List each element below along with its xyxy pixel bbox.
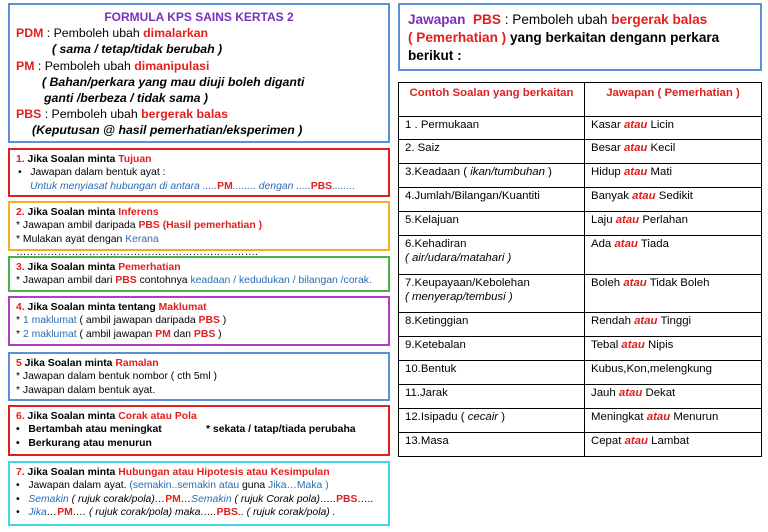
formula-title: FORMULA KPS SAINS KERTAS 2 [104,10,294,24]
pdm-note-text: ( sama / tetap/tidak berubah ) [52,42,223,57]
section-number: 2. [16,207,25,218]
answer-option-a: Ada [591,238,612,250]
pdm-text: : Pemboleh ubah [43,26,144,41]
pemerhatian-key: ( Pemerhatian ) [408,30,507,45]
table-row [399,188,762,212]
section-number: 1. [16,154,25,165]
question-text: ) [544,166,552,178]
bullet-text: guna [239,480,269,492]
section-number: 6. [16,411,25,422]
bullet-text: Jawapan dalam ayat. [28,480,130,492]
answer-option-b: Tinggi [660,315,692,327]
bullet-line: * 2 maklumat ( ambil jawapan PM dan PBS ) [16,328,222,340]
template-part: ........ [332,180,356,192]
answer-cell [585,409,762,433]
answer-table [398,82,762,457]
answer-cell [585,275,762,313]
answer-option-b: Menurun [673,411,719,423]
section-heading [16,301,382,314]
pbs-ref: PBS [216,507,238,519]
bullet-text: ) [219,315,227,327]
question-cell [399,117,585,140]
table-row [399,164,762,188]
pbs-line [16,106,382,122]
bullet-line: * Jawapan dalam bentuk ayat. [16,384,156,396]
table-row [399,117,762,140]
bullet-text: .. ( rujuk corak/pola) . [237,507,336,519]
answer-header-box [398,3,762,71]
pbs-ref: PBS [310,180,333,192]
semakin-keyword: Semakin [191,493,232,505]
question-text: ) [498,411,506,423]
bullet-text: * Jawapan ambil dari [16,275,116,287]
pm-text: : Pemboleh ubah [34,58,135,73]
bullet-text: Berkurang atau menurun [28,437,152,449]
table-body [399,117,762,457]
section-heading [16,410,382,423]
bullet-text: ) [215,328,222,340]
bullet-text: * Mulakan ayat dengan [16,233,126,245]
table-header-row [399,83,762,117]
table-row [399,337,762,361]
pbs-ref: PBS [336,493,358,505]
section-maklumat [8,296,390,346]
answer-option-b: Mati [650,166,673,178]
bullet-line: * 1 maklumat ( ambil jawapan daripada PBS ) [16,315,227,327]
bullet-line: • Jika…PM…. ( rujuk corak/pola) maka…..PBS.. ( rujuk corak/pola) . [16,507,336,519]
pm-line [16,58,382,74]
section-number: 3. [16,262,25,273]
answer-option-a: Besar [591,142,621,154]
pbs-ref: PBS [115,275,137,287]
bullet-text: …. ( rujuk corak/pola) maka….. [72,507,217,519]
answer-option-a: Meningkat [591,411,644,423]
answer-cell [585,361,762,385]
bullet-text: ( ambil jawapan daripada [76,315,199,327]
bullet-text: Bertambah atau meningkat [28,424,162,436]
section-head-text: Jika Soalan minta [24,467,119,478]
table-row [399,433,762,457]
pm-tag: PM [16,58,35,73]
table-row [399,313,762,337]
answer-option-b: Tidak Boleh [649,277,710,289]
bullet-line: • Bertambah atau meningkat * sekata / tatap/tiada perubaha [16,424,356,436]
pm-ref: PM [165,493,181,505]
section-keyword: Inferens [118,207,159,218]
answer-cell [585,188,762,212]
pm-key: dimanipulasi [134,58,210,73]
section-head-text: Jika Soalan minta [24,411,119,422]
question-cell [399,164,585,188]
pm-ref: PM [155,328,171,340]
pdm-key: dimalarkan [143,26,209,41]
table-row [399,385,762,409]
atau-keyword: atau [624,435,648,447]
atau-keyword: atau [614,238,638,250]
pbs-note: (Keputusan @ hasil pemerhatian/eksperimen ) [32,123,303,138]
pbs-ref: PBS [193,328,216,340]
table-row [399,140,762,164]
section-number: 4. [16,302,25,313]
section-head-text: Jika Soalan minta [24,207,119,218]
answer-option-a: Laju [591,214,613,226]
section-heading [16,357,382,370]
kerana-keyword: Kerana [125,233,159,245]
section-keyword: Tujuan [118,154,152,165]
pbs-tag: PBS [16,107,42,122]
bullet-line: • Berkurang atau menurun [16,437,152,449]
section-heading [16,466,382,479]
semakin-keyword: (semakin..semakin atau [129,480,240,492]
answer-text: Kubus,Kon,melengkung [591,363,712,375]
question-qualifier: ikan/tumbuhan [470,166,545,178]
table-row [399,212,762,236]
answer-option-a: Hidup [591,166,621,178]
table-row [399,236,762,275]
atau-keyword: atau [623,142,648,154]
section-inferens [8,201,390,259]
section-heading [16,261,382,274]
pdm-note [16,41,382,57]
example-list: keadaan / kedudukan / bilangan /corak. [190,275,372,287]
bullet-text: Jawapan dalam bentuk ayat : [30,167,166,179]
table-row [399,275,762,313]
bullet-line [16,274,382,287]
answer-option-b: Lambat [651,435,690,447]
section-corak [8,405,390,456]
question-text: 11.Jarak [405,387,448,399]
answer-cell [585,433,762,457]
question-cell [399,140,585,164]
section-keyword: Maklumat [158,302,207,313]
bullet-line: • Jawapan dalam ayat. (semakin..semakin atau guna Jika…Maka ) [16,480,329,492]
atau-keyword: atau [623,277,647,289]
section-head-text: Jika Soalan minta [24,154,119,165]
maklumat-count: 1 maklumat [22,315,77,327]
answer-option-b: Dekat [645,387,676,399]
bullet-text: contohnya [136,275,191,287]
question-text: 10.Bentuk [405,363,457,375]
pbs-key: bergerak balas [611,12,708,27]
pm-note-1: ( Bahan/perkara yang mau diuji boleh diganti [42,74,305,89]
answer-option-a: Cepat [591,435,622,447]
answer-option-a: Rendah [591,315,631,327]
pm-note-2: ganti /berbeza / tidak sama ) [44,91,209,106]
atau-keyword: atau [646,411,671,423]
section-head-text: Jika Soalan minta tentang [24,302,159,313]
answer-cell [585,164,762,188]
pbs-ref: PBS (Hasil pemerhatian ) [138,220,263,232]
section-keyword: Hubungan atau Hipotesis atau Kesimpulan [118,467,330,478]
section-ramalan [8,352,390,401]
question-cell [399,212,585,236]
answer-option-a: Tebal [591,339,619,351]
bullet-text: ( rujuk corak/pola)… [68,493,166,505]
answer-cell [585,337,762,361]
bullet-text: * sekata / tatap/tiada perubaha [206,424,356,436]
pbs-ref: PBS [198,315,220,327]
question-cell [399,385,585,409]
pdm-line [16,25,382,41]
bullet-text: ….. [357,493,374,505]
bullet-line [16,219,382,232]
question-cell [399,409,585,433]
question-qualifier: ( air/udara/matahari ) [405,251,512,264]
bullet-text: * Jawapan ambil daripada [16,220,139,232]
section-keyword: Pemerhatian [118,262,181,273]
section-hubungan [8,461,390,526]
template-part: ........ dengan ..... [232,180,311,192]
bullet-text: … [46,507,58,519]
section-keyword: Corak atau Pola [118,411,197,422]
answer-cell [585,236,762,275]
answer-option-a: Kasar [591,119,621,131]
answer-option-b: Nipis [648,339,674,351]
answer-option-b: Licin [650,119,674,131]
pm-ref: PM [57,507,73,519]
question-text: 8.Ketinggian [405,315,469,327]
maklumat-count: 2 maklumat [22,328,77,340]
pdm-tag: PDM [16,26,44,41]
table-row [399,409,762,433]
question-cell [399,236,585,275]
question-text: 12.Isipadu ( [405,411,468,423]
answer-cell [585,313,762,337]
question-text: 1 . Permukaan [405,119,480,131]
dotted-blank: ……………………………………………………………. [16,247,258,259]
atau-keyword: atau [634,315,658,327]
semakin-keyword: Semakin [28,493,69,505]
atau-keyword: atau [632,190,656,202]
section-pemerhatian [8,256,390,292]
question-text: 4.Jumlah/Bilangan/Kuantiti [405,190,540,202]
section-heading [16,206,382,219]
answer-option-a: Banyak [591,190,629,202]
question-text: 9.Ketebalan [405,339,466,351]
answer-template [16,180,382,193]
bullet-text: dan [170,328,194,340]
formula-header-box [8,3,390,143]
answer-option-b: Sedikit [658,190,693,202]
section-keyword: Ramalan [115,358,159,369]
answer-option-a: Boleh [591,277,621,289]
table-row [399,361,762,385]
section-head-text: Jika Soalan minta [21,358,116,369]
answer-option-b: Perlahan [642,214,688,226]
bullet-text: ( ambil jawapan [76,328,156,340]
column-header-question: Contoh Soalan yang berkaitan [399,83,585,117]
section-tujuan [8,148,390,197]
question-text: 6.Kehadiran [405,238,467,250]
answer-option-a: Jauh [591,387,616,399]
section-number: 5 [16,358,22,369]
pbs-ref: PBS [472,12,501,27]
section-heading [16,153,382,166]
jika-keyword: Jika [28,507,47,519]
answer-cell [585,117,762,140]
column-header-answer: Jawapan ( Pemerhatian ) [585,83,762,117]
question-qualifier: ( menyerap/tembusi ) [405,290,513,303]
question-cell [399,313,585,337]
question-qualifier: cecair [467,411,499,423]
bullet-text: ( rujuk Corak pola)….. [231,493,337,505]
jawapan-label: Jawapan [408,12,466,27]
bullet-line: * Jawapan dalam bentuk nombor ( cth 5ml ) [16,371,217,383]
atau-keyword: atau [621,339,645,351]
pm-ref: PM [217,180,233,192]
bullet-line: • Jawapan dalam bentuk ayat : [18,167,166,179]
jika-keyword: Jika…Maka ) [268,480,329,492]
answer-cell [585,212,762,236]
question-cell [399,275,585,313]
atau-keyword: atau [618,387,643,399]
pbs-text: : Pemboleh ubah [41,107,142,122]
question-text: 5.Kelajuan [405,214,459,226]
bullet-line: • Semakin ( rujuk corak/pola)…PM…Semakin ( rujuk Corak pola)…..PBS….. [16,493,374,505]
question-text: 13.Masa [405,435,449,447]
question-text: 3.Keadaan ( [405,166,471,178]
template-part: Untuk menyiasat hubungan di antara ..... [30,180,218,192]
header-text: : Pemboleh ubah [500,12,612,27]
answer-cell [585,385,762,409]
answer-cell [585,140,762,164]
pbs-key: bergerak balas [141,107,228,122]
section-number: 7. [16,467,25,478]
question-cell [399,188,585,212]
question-text: 7.Keupayaan/Kebolehan [405,277,530,289]
question-cell [399,433,585,457]
atau-keyword: atau [623,166,648,178]
answer-option-b: Kecil [650,142,676,154]
section-head-text: Jika Soalan minta [24,262,119,273]
header-text: yang berkaitan dengann perkara berikut : [408,30,720,63]
question-cell [399,337,585,361]
answer-option-b: Tiada [640,238,669,250]
atau-keyword: atau [615,214,640,226]
atau-keyword: atau [623,119,648,131]
question-cell [399,361,585,385]
question-text: 2. Saiz [405,142,440,154]
bullet-text: … [180,493,192,505]
